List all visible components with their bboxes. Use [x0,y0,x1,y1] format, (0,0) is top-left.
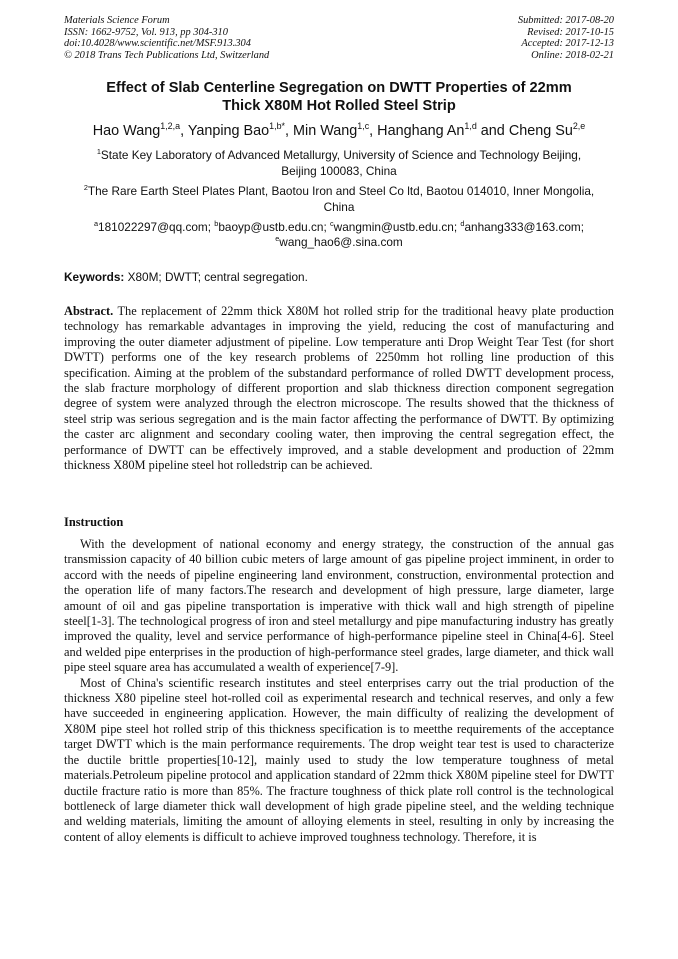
section-heading: Instruction [64,515,124,529]
email-mark: a [93,219,99,229]
abstract [64,304,614,473]
affiliation-number: 2 [83,183,88,193]
abstract-label: Abstract. [64,304,114,318]
email-mark: e [275,233,280,243]
doi-line: doi:10.4028/www.scientific.net/MSF.913.304 [64,38,251,49]
keywords-text: X80M; DWTT; central segregation. [124,270,308,284]
keywords-label: Keywords: [64,270,125,284]
author-affiliation-mark: 1,2,a [160,121,181,132]
online-date: Online: 2018-02-21 [531,49,614,61]
affiliation-text: The Rare Earth Steel Plates Plant, Baotou Iron and Steel Co ltd, Baotou 014010, Inner Mongolia, [87,184,595,198]
affiliation-text: Beijing 100083, China [281,163,397,178]
author-name: Hao Wang [92,123,161,139]
email-mark: d [460,219,465,229]
author-name: Cheng Su [508,123,573,139]
author-name: Yanping Bao [187,123,270,139]
dates-info [518,15,614,61]
title-line-1: Effect of Slab Centerline Segregation on DWTT Properties of 22mm [106,80,572,96]
paragraph: With the development of national economy and energy strategy, the construction of the annual gas transmission capacity of 40 billion cubic meters of large amount of gas pipeline project imminent, in order to accord with the needs of pipeline engineering land environment, construction, environmental protection and the operation life of many factors.The research and development of high pressure, large diameter, large amount of oil and gas pipeline transportation is imperative with thick wall and high strength of pipeline steel[1-3]. The technological progress of iron and steel metallurgy and pipe manufacturing industry has greatly improved the quality, level and service performance of high-performance pipeline steel in China[4-6]. Steel and welded pipe enterprises in the production of high-performance steel grades, large diameter, and thick wall pipe steel square area has accumulated a wealth of experience[7-9]. [64,537,614,675]
author-name: Min Wang [293,123,358,139]
journal-name: Materials Science Forum [64,15,170,26]
copyright-line: © 2018 Trans Tech Publications Ltd, Switzerland [64,49,270,61]
submitted-date: Submitted: 2017-08-20 [517,15,614,26]
author-separator: , [285,123,294,139]
email-address: 181022297@qq.com; [98,220,215,234]
author-affiliation-mark: 1,c [357,121,370,132]
email-mark: c [330,219,334,229]
title-line-2: Thick X80M Hot Rolled Steel Strip [222,97,456,114]
author-list [40,122,638,140]
author-separator: and [476,123,509,139]
affiliation-text: China [323,199,355,214]
affiliation-text: State Key Laboratory of Advanced Metallurgy, University of Science and Technology Beijing, [100,148,582,162]
email-address: wangmin@ustb.edu.cn; [333,220,461,234]
author-separator: , [369,123,378,139]
revised-date: Revised: 2017-10-15 [527,26,614,38]
paper-title [64,80,614,115]
abstract-text: The replacement of 22mm thick X80M hot rolled strip for the traditional heavy plate production technology has remarkable advantages in improving the yield, reducing the cost of manufacturing and improving the outer diameter adjustment of pipeline. Low temperature anti Drop Weight Tear Test (for short DWTT) performs one of the key research problems of 2250mm hot rolling line production of this specification. Aiming at the problem of the substandard performance of rolled DWTT development process, the slab fracture morphology of different proportion and slab thickness direction component segregation degree of system were analyzed through the electron microscope. The results showed that the thickness of steel strip was serious segregation and is the main factor affecting the performance of DWTT. By optimizing the caster arc alignment and secondary cooling water, then improving the central segregation effect, the performance of DWTT can be effectively improved, and a stable development and production of 22mm thickness X80M pipeline steel hot rolledstrip can be achieved. [64,304,614,473]
email-address: baoyp@ustb.edu.cn; [218,220,331,234]
affiliation-number: 1 [96,147,101,157]
author-affiliation-mark: 1,b* [269,121,286,132]
affiliation-1 [64,148,614,179]
email-address: wang_hao6@.sina.com [279,234,403,249]
issn-line: ISSN: 1662-9752, Vol. 913, pp 304-310 [64,26,228,38]
email-address: anhang333@163.com; [464,220,585,234]
author-emails [64,220,614,249]
accepted-date: Accepted: 2017-12-13 [521,38,614,49]
author-affiliation-mark: 1,d [464,121,477,132]
introduction-body [64,537,614,845]
author-name: Hanghang An [377,123,465,139]
author-affiliation-mark: 2,e [572,121,586,132]
keywords [64,270,614,284]
affiliation-2 [64,184,614,215]
journal-info [64,15,269,61]
author-separator: , [180,123,188,139]
email-mark: b [214,219,219,229]
paragraph: Most of China's scientific research institutes and steel enterprises carry out the trial production of the thickness X80 pipeline steel hot-rolled coil as experimental research and technical reserves, and only a few have succeeded in engineering application. However, the main difficulty of realizing the development of X80M pipe steel hot rolled strip of this thickness specification is to meetthe requirements of the acceptance target DWTT which is the main performance requirements. The drop weight tear test is used to characterize the ductile brittle properties[10-12], mainly used to study the low temperature toughness of metal materials.Petroleum pipeline protocol and application standard of 22mm thick X80M pipeline steel for DWTT ductile fracture ratio is more than 85%. The fracture toughness of thick plate roll control is the technological bottleneck of large diameter thick wall development of high grade pipeline steel, and the welding technique and welding materials, limiting the amount of alloying elements in steel, resulting in only by increasing the content of alloy elements is difficult to achieve improved toughness technology. Therefore, it is [64,675,614,844]
